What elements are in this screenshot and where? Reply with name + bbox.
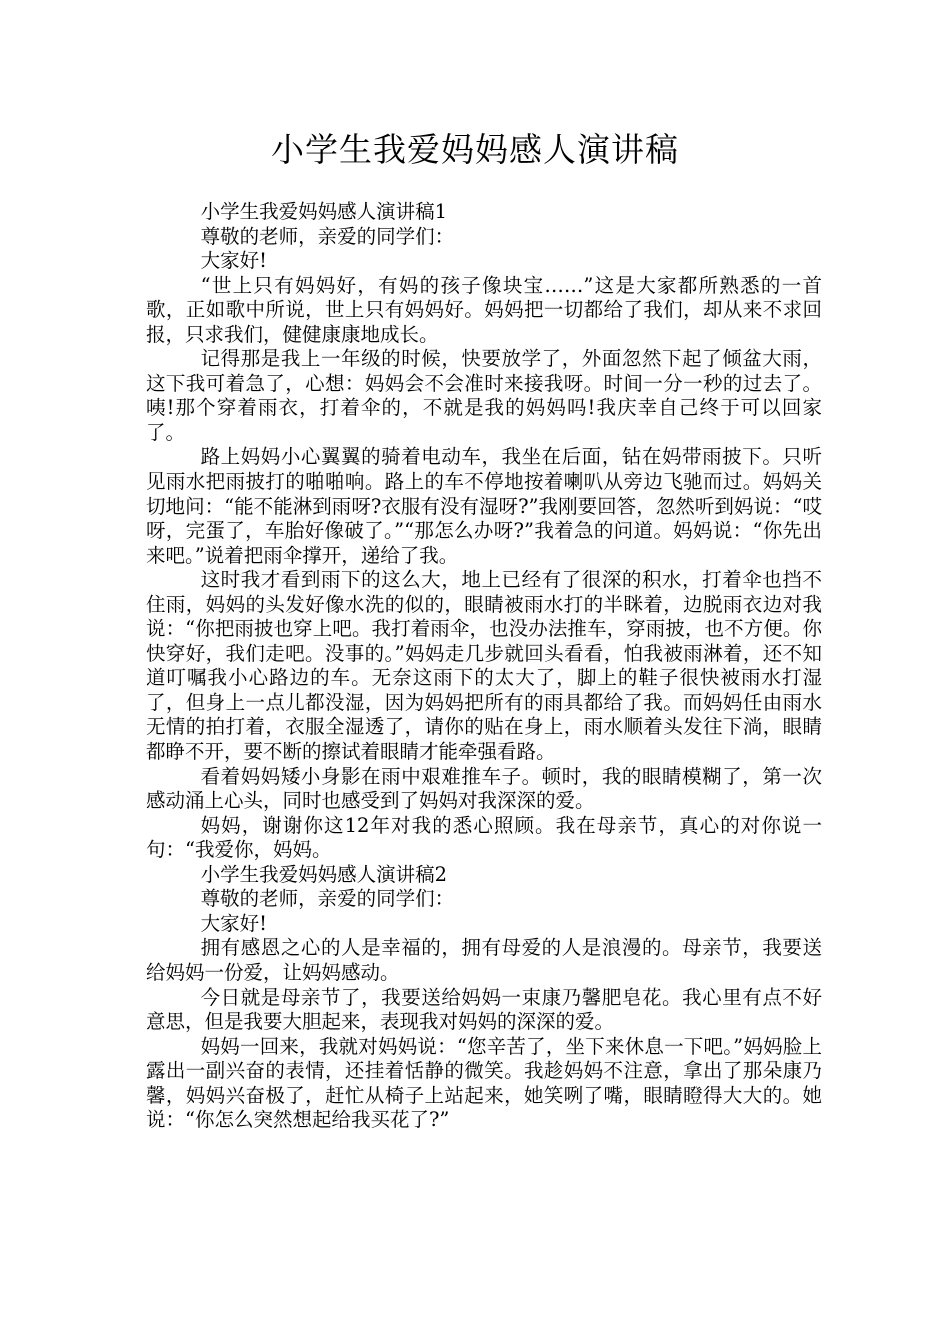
paragraph: 拥有感恩之心的人是幸福的，拥有母爱的人是浪漫的。母亲节，我要送给妈妈一份爱，让妈妈感动。 (146, 936, 822, 984)
paragraph: 看着妈妈矮小身影在雨中艰难推车子。顿时，我的眼睛模糊了，第一次感动涌上心头，同时也感受到了妈妈对我深深的爱。 (146, 764, 822, 813)
paragraph: 记得那是我上一年级的时候，快要放学了，外面忽然下起了倾盆大雨，这下我可着急了，心想：妈妈会不会准时来接我呀。时间一分一秒的过去了。咦!那个穿着雨衣，打着伞的，不就是我的妈妈吗!我庆幸自己终于可以回家了。 (146, 347, 822, 444)
document-body (146, 200, 822, 1133)
greeting-line: 大家好! (200, 249, 267, 273)
paragraph: 这时我才看到雨下的这么大，地上已经有了很深的积水，打着伞也挡不住雨，妈妈的头发好像水洗的似的，眼睛被雨水打的半眯着，边脱雨衣边对我说：“你把雨披也穿上吧。我打着雨伞，也没办法推车，穿雨披，也不方便。你快穿好，我们走吧。没事的。”妈妈走几步就回头看看，怕我被雨淋着，还不知道叮嘱我小心路边的车。无奈这雨下的太大了，脚上的鞋子很快被雨水打湿了，但身上一点儿都没湿，因为妈妈把所有的雨具都给了我。而妈妈任由雨水无情的拍打着，衣服全湿透了，请你的贴在身上，雨水顺着头发往下淌，眼睛都睁不开，要不断的擦试着眼睛才能牵强看路。 (146, 568, 822, 764)
paragraph: 妈妈一回来，我就对妈妈说：“您辛苦了，坐下来休息一下吧。”妈妈脸上露出一副兴奋的表情，还挂着恬静的微笑。我趁妈妈不注意，拿出了那朵康乃馨，妈妈兴奋极了，赶忙从椅子上站起来，她笑咧了嘴，眼睛瞪得大大的。她说：“你怎么突然想起给我买花了?” (146, 1034, 822, 1132)
paragraph: “世上只有妈妈好，有妈的孩子像块宝……”这是大家都所熟悉的一首歌，正如歌中所说，世上只有妈妈好。妈妈把一切都给了我们，却从来不求回报，只求我们，健健康康地成长。 (146, 273, 822, 346)
greeting-line: 大家好! (200, 911, 267, 935)
greeting-line: 尊敬的老师，亲爱的同学们： (200, 887, 455, 911)
document-title: 小学生我爱妈妈感人演讲稿 (271, 130, 679, 169)
paragraph: 路上妈妈小心翼翼的骑着电动车，我坐在后面，钻在妈带雨披下。只听见雨水把雨披打的啪啪响。路上的车不停地按着喇叭从旁边飞驰而过。妈妈关切地问：“能不能淋到雨呀?衣服有没有湿呀?”我刚要回答，忽然听到妈说：“哎呀，完蛋了，车胎好像破了。”“那怎么办呀?”我着急的问道。妈妈说：“你先出来吧。”说着把雨伞撑开，递给了我。 (146, 445, 822, 567)
speech-heading-2: 小学生我爱妈妈感人演讲稿2 (200, 862, 448, 886)
speech-heading-1: 小学生我爱妈妈感人演讲稿1 (200, 200, 448, 223)
greeting-line: 尊敬的老师，亲爱的同学们： (200, 224, 455, 248)
paragraph: 今日就是母亲节了，我要送给妈妈一束康乃馨肥皂花。我心里有点不好意思，但是我要大胆起来，表现我对妈妈的深深的爱。 (146, 985, 822, 1034)
paragraph: 妈妈，谢谢你这12年对我的悉心照顾。我在母亲节，真心的对你说一句：“我爱你，妈妈。 (146, 813, 822, 862)
